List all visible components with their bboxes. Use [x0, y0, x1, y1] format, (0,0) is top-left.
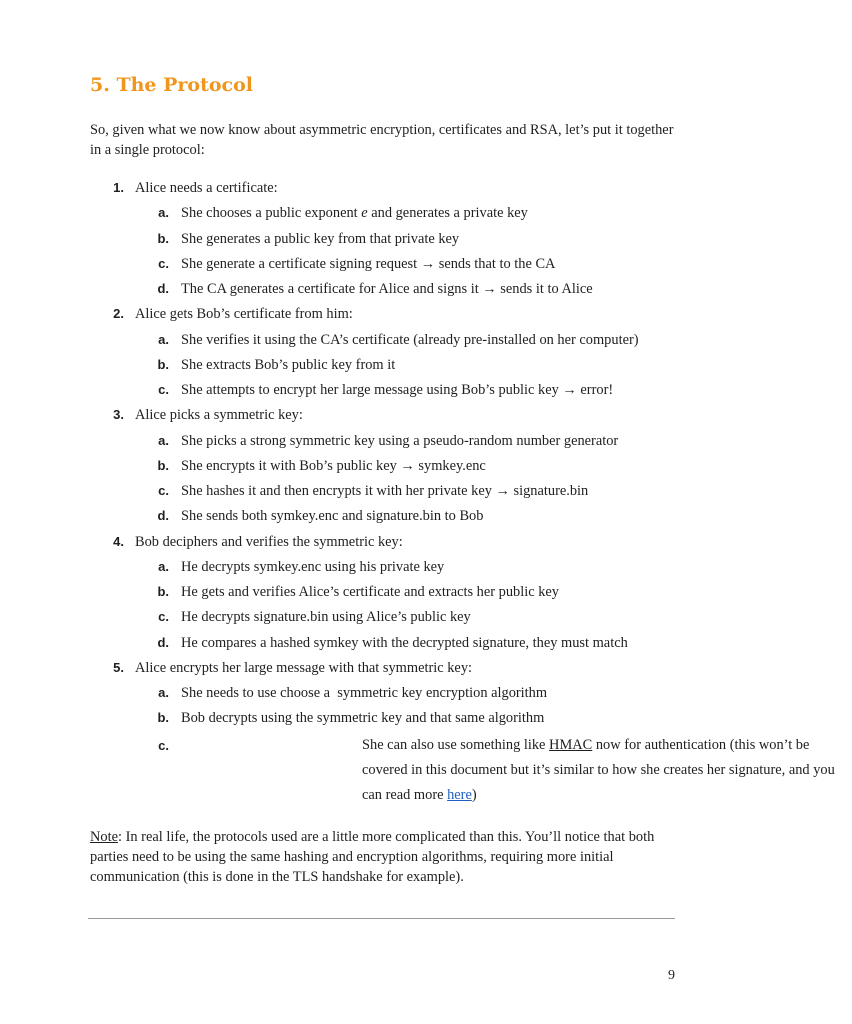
step-number: 3.	[113, 407, 124, 423]
note-text: : In real life, the protocols used are a little more complicated than this. You’ll notice that both parties need to be using the same hashing and encryption algorithms, requiring more initial communication (this is done in the TLS handshake for example).	[90, 829, 655, 885]
step-4-sub-a	[0, 556, 768, 581]
sub-letter: d.	[157, 508, 169, 524]
note-paragraph	[90, 827, 680, 887]
sub-letter: b.	[157, 356, 169, 372]
sub-letter: b.	[157, 230, 169, 246]
sub-letter: a.	[158, 331, 169, 347]
sub-text: The CA generates a certificate for Alice and signs it → sends it to Alice	[181, 281, 593, 297]
step-text: Alice needs a certificate:	[135, 180, 278, 196]
step-text: Alice encrypts her large message with that symmetric key:	[135, 659, 473, 676]
step-text: Bob deciphers and verifies the symmetric key:	[135, 533, 403, 550]
sub-text: She can also use something like HMAC now for authentication (this won’t be covered in this document but it’s similar to how she creates her signature, and you can read more here)	[362, 736, 835, 803]
page-number: 9	[668, 968, 675, 983]
sub-text: She chooses a public exponent e and generates a private key	[181, 205, 528, 222]
sub-letter: d.	[157, 634, 169, 650]
sub-letter: c.	[158, 737, 169, 753]
section-title: 5. The Protocol	[90, 74, 253, 96]
step-1	[0, 177, 768, 202]
sub-letter: b.	[157, 584, 169, 599]
step-1-sub-b	[0, 228, 768, 253]
sub-text: He decrypts signature.bin using Alice’s public key	[181, 609, 471, 626]
step-5-sub-a	[0, 682, 768, 707]
sub-letter: c.	[158, 382, 169, 397]
step-text: Alice picks a symmetric key:	[135, 407, 303, 424]
sub-text: He gets and verifies Alice’s certificate and extracts her public key	[181, 584, 559, 600]
step-4	[0, 531, 768, 556]
sub-letter: a.	[158, 685, 169, 700]
step-3-sub-d	[0, 505, 768, 530]
sub-letter: c.	[158, 483, 169, 498]
sub-text: She encrypts it with Bob’s public key → symkey.enc	[181, 457, 486, 474]
step-3-sub-b	[0, 455, 768, 480]
step-number: 5.	[113, 659, 124, 675]
sub-letter: c.	[158, 609, 169, 625]
step-number: 4.	[113, 533, 124, 549]
step-4-sub-b	[0, 581, 768, 606]
step-2	[0, 303, 768, 328]
sub-text: He compares a hashed symkey with the decrypted signature, they must match	[181, 634, 628, 651]
exponent-e: e	[361, 205, 368, 222]
step-2-sub-c	[0, 379, 768, 404]
step-4-sub-d	[0, 632, 768, 657]
step-2-sub-b	[0, 354, 768, 379]
step-5-sub-b	[0, 707, 768, 732]
sub-letter: a.	[158, 558, 169, 574]
step-3-sub-a	[0, 430, 768, 455]
step-1-sub-a	[0, 202, 768, 227]
sub-letter: b.	[157, 457, 169, 473]
footer-divider	[88, 918, 675, 919]
step-3	[0, 404, 768, 429]
sub-letter: a.	[158, 432, 169, 448]
sub-text: She hashes it and then encrypts it with her private key → signature.bin	[181, 483, 589, 499]
step-number: 1.	[113, 180, 124, 195]
sub-text: She sends both symkey.enc and signature.bin to Bob	[181, 508, 484, 525]
sub-text: She verifies it using the CA’s certificate (already pre-installed on her computer)	[181, 331, 639, 348]
step-3-sub-c	[0, 480, 768, 505]
hmac-term: HMAC	[549, 736, 593, 753]
step-4-sub-c	[0, 606, 768, 631]
here-link[interactable]: here	[447, 787, 472, 803]
sub-letter: d.	[157, 281, 169, 296]
intro-paragraph: So, given what we now know about asymmetric encryption, certificates and RSA, let’s put it together in a single protocol:	[90, 122, 674, 158]
protocol-steps-list	[0, 177, 835, 808]
sub-letter: a.	[158, 205, 169, 221]
sub-text: Bob decrypts using the symmetric key and that same algorithm	[181, 710, 545, 727]
step-text: Alice gets Bob’s certificate from him:	[135, 306, 353, 323]
sub-letter: b.	[157, 710, 169, 726]
step-5-sub-c	[0, 733, 835, 809]
sub-text: She generate a certificate signing request → sends that to the CA	[181, 255, 556, 272]
sub-letter: c.	[158, 255, 169, 271]
sub-text: He decrypts symkey.enc using his private key	[181, 558, 445, 575]
sub-text: She picks a strong symmetric key using a pseudo-random number generator	[181, 432, 619, 449]
note-label: Note	[90, 829, 118, 845]
step-1-sub-d	[0, 278, 768, 303]
step-1-sub-c	[0, 253, 768, 278]
sub-text: She attempts to encrypt her large message using Bob’s public key → error!	[181, 382, 614, 398]
step-number: 2.	[113, 306, 124, 322]
step-2-sub-a	[0, 329, 768, 354]
step-5	[0, 657, 768, 682]
sub-text: She needs to use choose a symmetric key encryption algorithm	[181, 685, 548, 701]
sub-text: She extracts Bob’s public key from it	[181, 356, 396, 373]
sub-text: She generates a public key from that private key	[181, 230, 460, 247]
